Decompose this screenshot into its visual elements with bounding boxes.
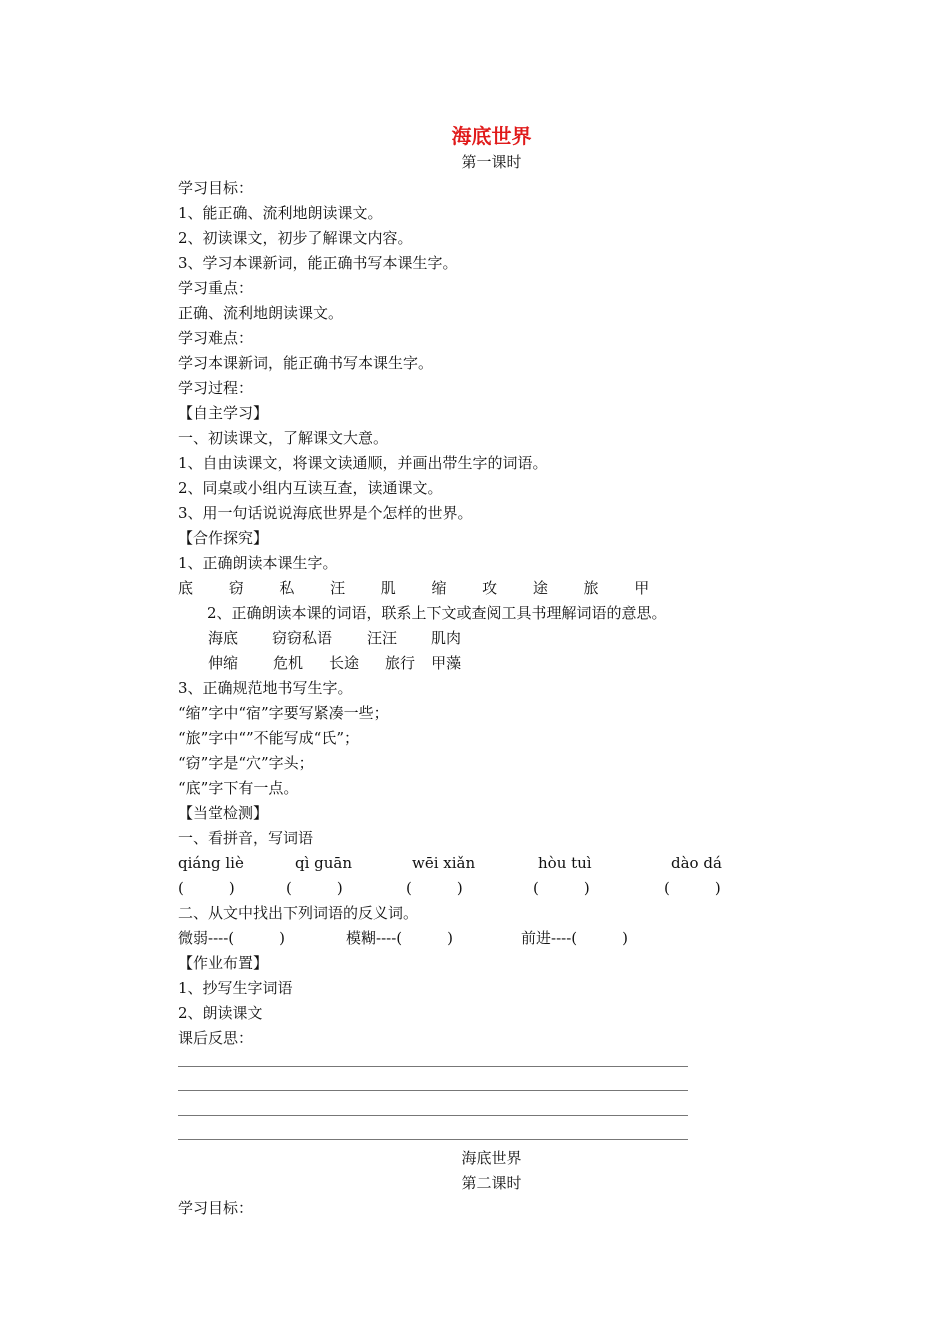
- reflection-label: 课后反思：: [178, 1029, 254, 1047]
- character: 途: [532, 579, 548, 597]
- answer-blanks-row: [178, 876, 878, 901]
- vocab-word: 伸缩: [208, 654, 239, 672]
- self-study-item: 1、自由读课文，将课文读通顺，并画出带生字的词语。: [178, 454, 548, 472]
- writing-note: “底”字下有一点。: [178, 779, 299, 797]
- pinyin: qì guān: [295, 854, 353, 872]
- character: 缩: [431, 579, 447, 597]
- lesson-two-label: 第二课时: [461, 1174, 522, 1192]
- vocab-word: 肌肉: [431, 629, 462, 647]
- character: 私: [279, 579, 295, 597]
- vocab-word: 长途: [329, 654, 360, 672]
- goal-item: 2、初读课文，初步了解课文内容。: [178, 229, 413, 247]
- self-study-item: 3、用一句话说说海底世界是个怎样的世界。: [178, 504, 473, 522]
- vocab-word: 甲藻: [431, 654, 462, 672]
- character: 肌: [380, 579, 396, 597]
- writing-note: “窃”字是“穴”字头；: [178, 754, 314, 772]
- lesson-one-body: [178, 176, 878, 1051]
- antonyms-row: [178, 926, 878, 951]
- pinyin: dào dá: [671, 854, 722, 872]
- goals-heading: 学习目标：: [178, 179, 254, 197]
- vocab-word: 旅行: [385, 654, 416, 672]
- check-question: 一、看拼音，写词语: [178, 829, 314, 847]
- focus-text: 正确、流利地朗读课文。: [178, 304, 344, 322]
- reflection-line: [178, 1066, 688, 1067]
- character: 窃: [228, 579, 244, 597]
- answer-blank: ( ): [178, 879, 235, 897]
- coop-heading: 【合作探究】: [178, 529, 269, 547]
- self-study-item: 一、初读课文，了解课文大意。: [178, 429, 389, 447]
- difficulty-text: 学习本课新词，能正确书写本课生字。: [178, 354, 434, 372]
- check-heading: 【当堂检测】: [178, 804, 269, 822]
- character: 甲: [634, 579, 650, 597]
- answer-blank: ( ): [664, 879, 721, 897]
- homework-item: 1、抄写生字词语: [178, 979, 293, 997]
- check-question: 二、从文中找出下列词语的反义词。: [178, 904, 419, 922]
- answer-blank: ( ): [286, 879, 343, 897]
- writing-note: “旅”字中“”不能写成“氏”；: [178, 729, 360, 747]
- pinyin: qiáng liè: [178, 854, 244, 872]
- antonym-blank: 微弱----( ): [178, 929, 285, 947]
- answer-blank: ( ): [533, 879, 590, 897]
- character: 攻: [482, 579, 498, 597]
- answer-blank: ( ): [406, 879, 463, 897]
- focus-heading: 学习重点：: [178, 279, 254, 297]
- writing-note: “缩”字中“宿”字要写紧凑一些；: [178, 704, 389, 722]
- lesson-two-goals-heading: 学习目标：: [178, 1199, 254, 1217]
- antonym-blank: 模糊----( ): [346, 929, 453, 947]
- vocab-word: 汪汪: [367, 629, 398, 647]
- lesson-two-title: 海底世界: [461, 1149, 522, 1167]
- vocab-word: 窃窃私语: [272, 629, 333, 647]
- pinyin-row: [178, 851, 878, 876]
- page-title: 海底世界: [451, 124, 532, 148]
- goal-item: 3、学习本课新词，能正确书写本课生字。: [178, 254, 458, 272]
- pinyin: hòu tuì: [538, 854, 592, 872]
- process-heading: 学习过程：: [178, 379, 254, 397]
- vocab-row-1: [178, 626, 878, 651]
- pinyin: wēi xiǎn: [412, 854, 476, 872]
- coop-item: 3、正确规范地书写生字。: [178, 679, 353, 697]
- reflection-line: [178, 1139, 688, 1140]
- character: 旅: [583, 579, 599, 597]
- character: 汪: [330, 579, 346, 597]
- vocab-row-2: [178, 651, 878, 676]
- vocab-word: 海底: [208, 629, 239, 647]
- homework-heading: 【作业布置】: [178, 954, 269, 972]
- coop-item: 1、正确朗读本课生字。: [178, 554, 338, 572]
- reflection-line: [178, 1090, 688, 1091]
- character: 底: [178, 579, 194, 597]
- difficulty-heading: 学习难点：: [178, 329, 254, 347]
- vocab-word: 危机: [273, 654, 304, 672]
- new-characters-row: [178, 576, 878, 601]
- homework-item: 2、朗读课文: [178, 1004, 263, 1022]
- self-study-heading: 【自主学习】: [178, 404, 269, 422]
- antonym-blank: 前进----( ): [521, 929, 628, 947]
- goal-item: 1、能正确、流利地朗读课文。: [178, 204, 383, 222]
- reflection-line: [178, 1115, 688, 1116]
- lesson-one-label: 第一课时: [461, 153, 522, 171]
- coop-item: 2、正确朗读本课的词语，联系上下文或查阅工具书理解词语的意思。: [207, 604, 667, 622]
- self-study-item: 2、同桌或小组内互读互查，读通课文。: [178, 479, 443, 497]
